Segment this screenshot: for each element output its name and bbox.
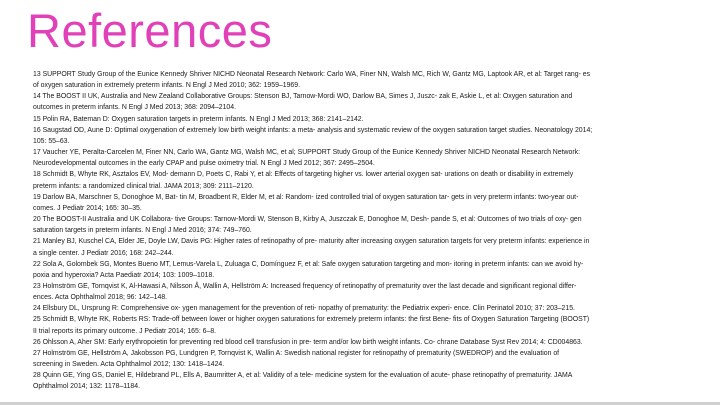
reference-line: Neurodevelopmental outcomes in the early CPAP and pulse oximetry trial. N Engl J Med 2012; 367: 2495–2504. bbox=[33, 160, 375, 168]
slide-title: References bbox=[27, 4, 273, 57]
reference-line: a single center. J Pediatr 2016; 168: 242–244. bbox=[33, 249, 174, 257]
reference-line: 105: 55–63. bbox=[33, 137, 70, 145]
reference-line: 24 Ellsbury DL, Ursprung R: Comprehensive ox- ygen management for the prevention of reti- nopathy of prematurity: the Pediatrix experi- ence. Clin Perinatol 2010; 37: 203–215. bbox=[33, 305, 575, 313]
reference-line: preterm infants: a randomized clinical trial. JAMA 2013; 309: 2111–2120. bbox=[33, 182, 254, 190]
reference-line: 15 Polin RA, Bateman D: Oxygen saturation targets in preterm infants. N Engl J Med 2013; 368: 2141–2142. bbox=[33, 115, 364, 123]
reference-line: 23 Holmström GE, Tornqvist K, Al-Hawasi A, Nilsson Å, Wallin A, Hellström A: Increased frequency of retinopathy of prematurity over the last decade and significant regional differ- bbox=[33, 282, 577, 290]
reference-line: saturation targets in preterm infants. N Engl J Med 2016; 374: 749–760. bbox=[33, 227, 252, 235]
reference-line: II trial reports its primary outcome. J Pediatr 2014; 165: 6–8. bbox=[33, 327, 217, 335]
reference-line: 26 Ohlsson A, Aher SM: Early erythropoietin for preventing red blood cell transfusion in pre- term and/or low birth weight infants. Co- chrane Database Syst Rev 2014; 4: CD004863. bbox=[33, 338, 583, 346]
reference-line: Ophthalmol 2014; 132: 1178–1184. bbox=[33, 383, 141, 391]
reference-line: 14 The BOOST II UK, Australia and New Zealand Collaborative Groups: Stenson BJ, Tarnow-Mordi WO, Darlow BA, Simes J, Juszc- zak E, Askie L, et al: Oxygen saturation and bbox=[33, 93, 573, 101]
reference-line: 22 Sola A, Golombek SG, Montes Bueno MT, Lemus-Varela L, Zuluaga C, Domínguez F, et al: Safe oxygen saturation targeting and mon- itoring in preterm infants: can we avoid hy- bbox=[33, 260, 584, 268]
reference-line: 18 Schmidt B, Whyte RK, Asztalos EV, Mod- demann D, Poets C, Rabi Y, et al: Effects of targeting higher vs. lower arterial oxygen sat- urations on death or disability in extremely bbox=[33, 171, 574, 179]
reference-list bbox=[33, 69, 715, 393]
reference-line: 20 The BOOST-II Australia and UK Collabora- tive Groups: Tarnow-Mordi W, Stenson B, Kirby A, Juszczak E, Donoghoe M, Desh- pande S, et al: Outcomes of two trials of oxy- gen bbox=[33, 216, 582, 224]
reference-line: 28 Quinn GE, Ying GS, Daniel E, Hildebrand PL, Ells A, Baumritter A, et al: Validity of a tele- medicine system for the evaluation of acute- phase retinopathy of prematurity. JAMA bbox=[33, 372, 573, 380]
reference-line: poxia and hyperoxia? Acta Paediatr 2014; 103: 1009–1018. bbox=[33, 271, 215, 279]
reference-line: 13 SUPPORT Study Group of the Eunice Kennedy Shriver NICHD Neonatal Research Network: Carlo WA, Finer NN, Walsh MC, Rich W, Gantz MG, Laptook AR, et al: Target rang- es bbox=[33, 71, 591, 78]
reference-line: ences. Acta Ophthalmol 2018; 96: 142–148. bbox=[33, 294, 168, 302]
reference-line: outcomes in preterm infants. N Engl J Med 2013; 368: 2094–2104. bbox=[33, 104, 237, 112]
reference-line: 25 Schmidt B, Whyte RK, Roberts RS: Trade-off between lower or higher oxygen saturations for extremely preterm infants: the first Bene- fits of Oxygen Saturation Targeting (BOOST) bbox=[33, 316, 590, 324]
reference-line: of oxygen saturation in extremely preterm infants. N Engl J Med 2010; 362: 1959–1969. bbox=[33, 82, 300, 90]
reference-line: 27 Holmström GE, Hellström A, Jakobsson PG, Lundgren P, Tornqvist K, Wallin A: Swedish national register for retinopathy of prematurity (SWEDROP) and the evaluation of bbox=[33, 349, 560, 357]
reference-line: 21 Manley BJ, Kuschel CA, Elder JE, Doyle LW, Davis PG: Higher rates of retinopathy of pre- maturity after increasing oxygen saturation targets for very preterm infants: experience in bbox=[33, 238, 590, 246]
reference-line: screening in Sweden. Acta Ophthalmol 2012; 130: 1418–1424. bbox=[33, 361, 225, 369]
reference-line: 17 Vaucher YE, Peralta-Carcelen M, Finer NN, Carlo WA, Gantz MG, Walsh MC, et al; SUPPORT Study Group of the Eunice Kennedy Shriver NICHD Neonatal Research Network: bbox=[33, 149, 580, 157]
reference-line: 19 Darlow BA, Marschner S, Donoghoe M, Bat- tin M, Broadbent R, Elder M, et al: Random- ized controlled trial of oxygen saturation tar- gets in very preterm infants: two-year out- bbox=[33, 193, 579, 201]
reference-line: 16 Saugstad OD, Aune D: Optimal oxygenation of extremely low birth weight infants: a meta- analysis and systematic review of the oxygen saturation target studies. Neonatology 2014; bbox=[33, 126, 593, 134]
reference-line: comes. J Pediatr 2014; 165: 30–35. bbox=[33, 204, 142, 212]
